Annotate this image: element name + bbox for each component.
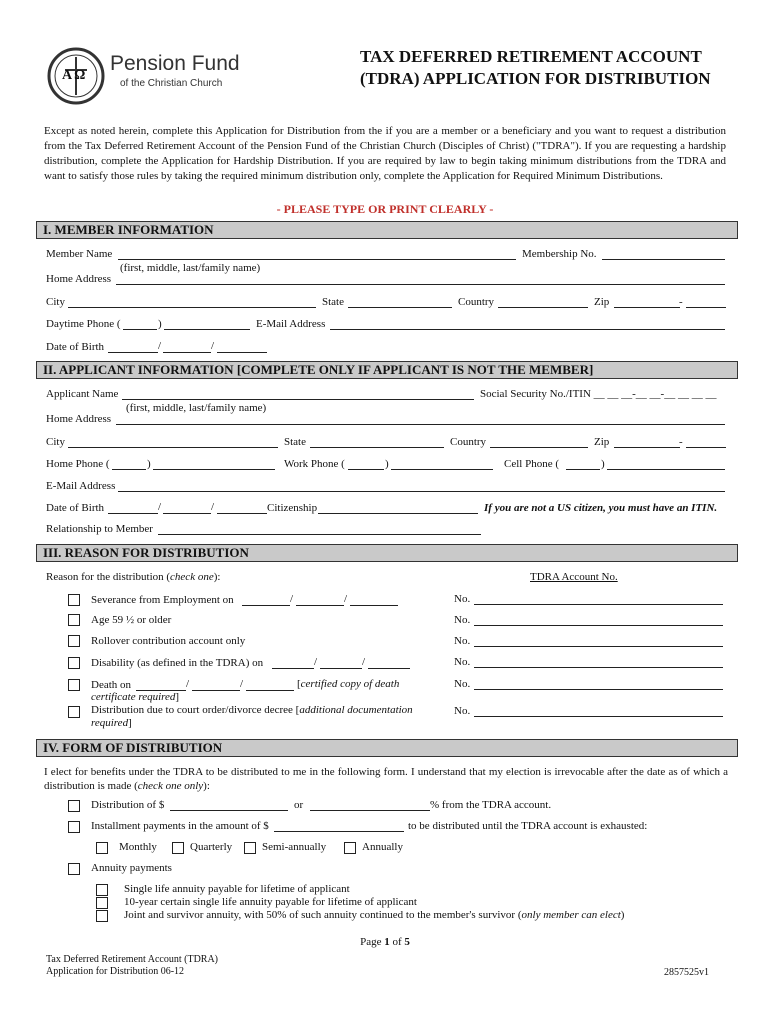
severance-slash-2: / bbox=[344, 593, 348, 605]
court-order-label-text: Distribution due to court order/divorce decree bbox=[91, 704, 293, 716]
installment-until-label: to be distributed until the TDRA account is exhausted: bbox=[408, 820, 648, 832]
applicant-name-field[interactable] bbox=[122, 399, 474, 400]
member-country-field[interactable] bbox=[498, 307, 588, 308]
membership-no-field[interactable] bbox=[602, 259, 725, 260]
member-state-field[interactable] bbox=[348, 307, 452, 308]
home-phone-area-field[interactable] bbox=[112, 469, 146, 470]
applicant-state-field[interactable] bbox=[310, 447, 444, 448]
member-name-field[interactable] bbox=[118, 259, 516, 260]
age-label: Age 59 ½ or older bbox=[91, 614, 172, 626]
severance-month-field[interactable] bbox=[242, 605, 290, 606]
joint-survivor-checkbox[interactable] bbox=[96, 910, 108, 922]
applicant-email-label: E-Mail Address bbox=[46, 480, 116, 492]
work-phone-area-field[interactable] bbox=[348, 469, 384, 470]
applicant-home-address-label: Home Address bbox=[46, 413, 112, 425]
member-country-label: Country bbox=[458, 296, 495, 308]
member-zip-ext-field[interactable] bbox=[686, 307, 726, 308]
member-city-label: City bbox=[46, 296, 65, 308]
membership-no-label: Membership No. bbox=[522, 248, 597, 260]
cell-phone-area-field[interactable] bbox=[566, 469, 600, 470]
cell-phone-field[interactable] bbox=[607, 469, 725, 470]
home-phone-paren: ) bbox=[147, 458, 151, 470]
applicant-home-address-field[interactable] bbox=[116, 424, 725, 425]
cell-phone-paren: ) bbox=[601, 458, 605, 470]
disability-month-field[interactable] bbox=[272, 668, 314, 669]
reason-label-text: Reason for the distribution ( bbox=[46, 571, 171, 583]
death-slash-2: / bbox=[240, 678, 244, 690]
distribution-of-label: Distribution of $ bbox=[91, 799, 165, 811]
applicant-dob-label: Date of Birth bbox=[46, 502, 105, 514]
single-life-label: Single life annuity payable for lifetime of applicant bbox=[124, 883, 350, 895]
applicant-email-field[interactable] bbox=[118, 491, 725, 492]
rollover-label: Rollover contribution account only bbox=[91, 635, 246, 647]
logo-symbol: AΩ bbox=[62, 68, 88, 83]
disability-account-field[interactable] bbox=[474, 667, 723, 668]
section-applicant-information: II. APPLICANT INFORMATION [COMPLETE ONLY IF APPLICANT IS NOT THE MEMBER] bbox=[36, 361, 738, 379]
severance-account-field[interactable] bbox=[474, 604, 723, 605]
disability-label: Disability (as defined in the TDRA) on bbox=[91, 657, 264, 669]
death-slash-1: / bbox=[186, 678, 190, 690]
distribution-amount-field[interactable] bbox=[170, 810, 288, 811]
member-dob-year-field[interactable] bbox=[217, 352, 267, 353]
member-zip-field[interactable] bbox=[614, 307, 680, 308]
applicant-dob-month-field[interactable] bbox=[108, 513, 158, 514]
work-phone-field[interactable] bbox=[391, 469, 493, 470]
elect-text-close: ): bbox=[203, 780, 210, 792]
semi-annually-label: Semi-annually bbox=[262, 841, 327, 853]
applicant-dob-slash-2: / bbox=[211, 501, 215, 513]
applicant-zip-ext-field[interactable] bbox=[686, 447, 726, 448]
age-account-field[interactable] bbox=[474, 625, 723, 626]
applicant-name-label: Applicant Name bbox=[46, 388, 119, 400]
disability-year-field[interactable] bbox=[368, 668, 410, 669]
member-dob-day-field[interactable] bbox=[163, 352, 211, 353]
disability-no-label: No. bbox=[454, 656, 471, 668]
joint-survivor-label bbox=[124, 909, 624, 921]
title-line-2: (TDRA) APPLICATION FOR DISTRIBUTION bbox=[360, 69, 711, 88]
elect-text-body: I elect for benefits under the TDRA to be distributed to me in the following form. I understand that my election is irrevocable after the date as of which a distribution is made ( bbox=[44, 766, 728, 792]
joint-survivor-text: Joint and survivor annuity, with 50% of such annuity continued to the member's survivor ( bbox=[124, 909, 522, 921]
court-order-no-label: No. bbox=[454, 705, 471, 717]
applicant-city-label: City bbox=[46, 436, 65, 448]
distribution-or-label: or bbox=[294, 799, 304, 811]
court-order-note: additional documentation required bbox=[91, 704, 413, 729]
annually-label: Annually bbox=[362, 841, 403, 853]
elect-text bbox=[44, 765, 728, 793]
itin-note: If you are not a US citizen, you must have an ITIN. bbox=[484, 502, 718, 514]
death-checkbox[interactable] bbox=[68, 679, 80, 691]
section-form-of-distribution: IV. FORM OF DISTRIBUTION bbox=[36, 739, 738, 757]
annuity-label: Annuity payments bbox=[91, 862, 172, 874]
monthly-checkbox[interactable] bbox=[96, 842, 108, 854]
page-prefix: Page bbox=[360, 936, 385, 948]
installment-label: Installment payments in the amount of $ bbox=[91, 820, 269, 832]
member-home-address-label: Home Address bbox=[46, 273, 112, 285]
member-dob-label: Date of Birth bbox=[46, 341, 105, 353]
death-label: Death on bbox=[91, 679, 132, 691]
disability-slash-1: / bbox=[314, 656, 318, 668]
age-no-label: No. bbox=[454, 614, 471, 626]
logo bbox=[46, 46, 286, 110]
logo-main: Pension Fund bbox=[110, 52, 240, 75]
applicant-dob-slash-1: / bbox=[158, 501, 162, 513]
applicant-dob-year-field[interactable] bbox=[217, 513, 267, 514]
severance-slash-1: / bbox=[290, 593, 294, 605]
monthly-label: Monthly bbox=[119, 841, 157, 853]
footer-left-line-2: Application for Distribution 06-12 bbox=[46, 966, 185, 977]
section-member-information: I. MEMBER INFORMATION bbox=[36, 221, 738, 239]
tdra-account-header: TDRA Account No. bbox=[530, 571, 618, 583]
member-email-label: E-Mail Address bbox=[256, 318, 326, 330]
work-phone-paren: ) bbox=[385, 458, 389, 470]
annuity-checkbox[interactable] bbox=[68, 863, 80, 875]
rollover-no-label: No. bbox=[454, 635, 471, 647]
applicant-country-field[interactable] bbox=[490, 447, 588, 448]
page-total: 5 bbox=[404, 936, 410, 948]
daytime-phone-area-field[interactable] bbox=[123, 329, 157, 330]
death-no-label: No. bbox=[454, 678, 471, 690]
member-zip-dash: - bbox=[679, 296, 683, 308]
applicant-name-hint: (first, middle, last/family name) bbox=[126, 402, 267, 414]
applicant-state-label: State bbox=[284, 436, 306, 448]
joint-close: ) bbox=[620, 909, 625, 921]
section-reason-for-distribution: III. REASON FOR DISTRIBUTION bbox=[36, 544, 738, 562]
ten-year-checkbox[interactable] bbox=[96, 897, 108, 909]
page-num: 1 bbox=[384, 936, 390, 948]
elect-check-one-only: check one only bbox=[137, 780, 204, 792]
ten-year-label: 10-year certain single life annuity payable for lifetime of applicant bbox=[124, 896, 417, 908]
citizenship-field[interactable] bbox=[318, 513, 478, 514]
page-number bbox=[0, 936, 770, 948]
member-city-field[interactable] bbox=[68, 307, 316, 308]
installment-amount-field[interactable] bbox=[274, 831, 404, 832]
print-notice: - PLEASE TYPE OR PRINT CLEARLY - bbox=[276, 202, 494, 216]
applicant-ssn-label: Social Security No./ITIN __ __ __-__ __-__ __ __ __ bbox=[480, 388, 717, 400]
semi-annually-checkbox[interactable] bbox=[244, 842, 256, 854]
applicant-city-field[interactable] bbox=[68, 447, 278, 448]
member-dob-month-field[interactable] bbox=[108, 352, 158, 353]
applicant-country-label: Country bbox=[450, 436, 487, 448]
member-email-field[interactable] bbox=[330, 329, 725, 330]
member-name-label: Member Name bbox=[46, 248, 113, 260]
age-checkbox[interactable] bbox=[68, 614, 80, 626]
home-phone-field[interactable] bbox=[153, 469, 275, 470]
rollover-checkbox[interactable] bbox=[68, 635, 80, 647]
joint-only-member: only member can elect bbox=[521, 909, 621, 921]
page-title bbox=[360, 46, 740, 90]
applicant-zip-label: Zip bbox=[594, 436, 610, 448]
quarterly-checkbox[interactable] bbox=[172, 842, 184, 854]
severance-no-label: No. bbox=[454, 593, 471, 605]
death-note: [certified copy of death certificate required] bbox=[91, 678, 400, 703]
distribution-percent-field[interactable] bbox=[310, 810, 430, 811]
severance-label: Severance from Employment on bbox=[91, 594, 234, 606]
logo-sub: of the Christian Church bbox=[120, 78, 223, 89]
court-order-label: Distribution due to court order/divorce decree [additional documentation required] bbox=[91, 704, 413, 729]
member-state-label: State bbox=[322, 296, 344, 308]
relationship-label: Relationship to Member bbox=[46, 523, 153, 535]
applicant-zip-dash: - bbox=[679, 436, 683, 448]
disability-slash-2: / bbox=[362, 656, 366, 668]
member-dob-slash-2: / bbox=[211, 340, 215, 352]
death-note-text: certified copy of death certificate required bbox=[91, 678, 400, 703]
page-of: of bbox=[389, 936, 405, 948]
member-dob-slash-1: / bbox=[158, 340, 162, 352]
disability-checkbox[interactable] bbox=[68, 657, 80, 669]
distribution-pct-label: % from the TDRA account. bbox=[430, 799, 552, 811]
applicant-zip-field[interactable] bbox=[614, 447, 680, 448]
single-life-checkbox[interactable] bbox=[96, 884, 108, 896]
reason-label bbox=[46, 571, 220, 583]
reason-check-one: check one bbox=[170, 571, 214, 583]
relationship-field[interactable] bbox=[158, 534, 481, 535]
court-order-checkbox[interactable] bbox=[68, 706, 80, 718]
daytime-phone-label: Daytime Phone ( bbox=[46, 318, 121, 330]
footer-left-line-1: Tax Deferred Retirement Account (TDRA) bbox=[46, 954, 219, 965]
installment-checkbox[interactable] bbox=[68, 821, 80, 833]
daytime-phone-paren: ) bbox=[158, 318, 162, 330]
distribution-of-checkbox[interactable] bbox=[68, 800, 80, 812]
quarterly-label: Quarterly bbox=[190, 841, 233, 853]
home-phone-label: Home Phone ( bbox=[46, 458, 110, 470]
work-phone-label: Work Phone ( bbox=[284, 458, 345, 470]
death-account-field[interactable] bbox=[474, 689, 723, 690]
disability-day-field[interactable] bbox=[320, 668, 362, 669]
footer-docid: 2857525v1 bbox=[664, 967, 709, 978]
reason-label-close: ): bbox=[213, 571, 221, 583]
member-name-hint: (first, middle, last/family name) bbox=[120, 262, 261, 274]
severance-checkbox[interactable] bbox=[68, 594, 80, 606]
cell-phone-label: Cell Phone ( bbox=[504, 458, 559, 470]
daytime-phone-field[interactable] bbox=[164, 329, 250, 330]
citizenship-label: Citizenship bbox=[267, 502, 318, 514]
applicant-dob-day-field[interactable] bbox=[163, 513, 211, 514]
severance-day-field[interactable] bbox=[296, 605, 344, 606]
court-order-account-field[interactable] bbox=[474, 716, 723, 717]
rollover-account-field[interactable] bbox=[474, 646, 723, 647]
severance-year-field[interactable] bbox=[350, 605, 398, 606]
member-home-address-field[interactable] bbox=[116, 284, 725, 285]
annually-checkbox[interactable] bbox=[344, 842, 356, 854]
title-line-1: TAX DEFERRED RETIREMENT ACCOUNT bbox=[360, 47, 702, 66]
intro-paragraph: Except as noted herein, complete this Application for Distribution from the if you are a member or a beneficiary and you want to request a distribution from the Tax Deferred Retirement Account of the Pension Fund of the Christian Church (Disciples of Christ) ("TDRA"). If you are requesting a hardship distribution, complete the Application for Hardship Distribution. If you are required by law to begin taking minimum distributions from the TDRA and want to satisfy those rules by taking the required minimum distribution only, complete the Application for Required Minimum Distributions. bbox=[44, 125, 726, 182]
member-zip-label: Zip bbox=[594, 296, 610, 308]
footer-left bbox=[46, 954, 218, 978]
